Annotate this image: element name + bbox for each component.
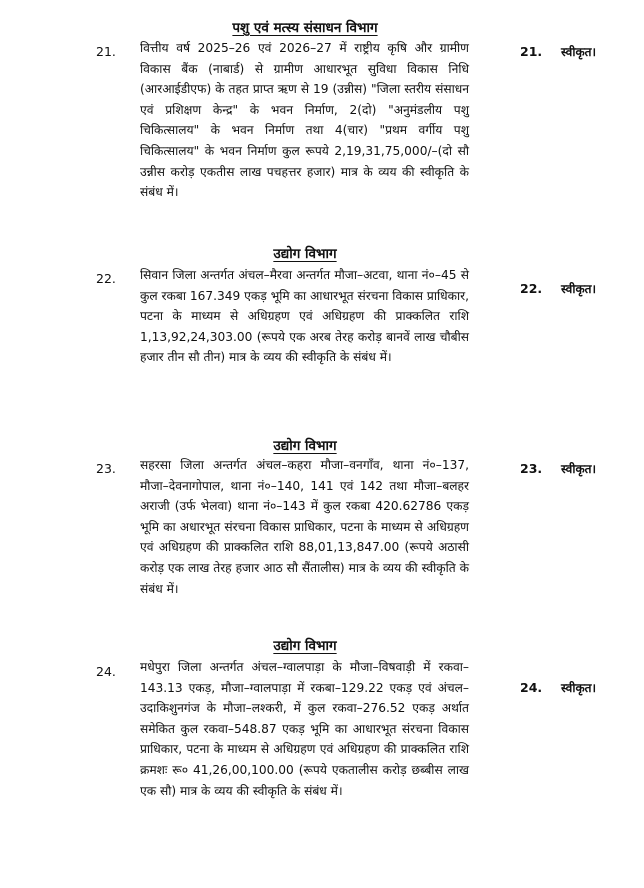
result-item-number: 24. bbox=[520, 680, 543, 695]
item-description: सिवान जिला अन्तर्गत अंचल–मैरवा अन्तर्गत मौजा–अटवा, थाना नं०–45 से कुल रकबा 167.349 एकड़ भूमि का आधारभूत संरचना विकास प्राधिकार, पटना के माध्यम से अधिग्रहण एवं अधिग्रहण की प्राक्कलित राशि 1,13,92,24,303.00 (रूपये एक अरब तेरह करोड़ बानवें लाख चौबीस हजार तीन सौ तीन) मात्र के व्यय की स्वीकृति के संबंध में। bbox=[140, 268, 469, 365]
item-number: 23. bbox=[96, 461, 116, 476]
department-heading: उद्योग विभाग bbox=[273, 438, 337, 454]
item-number: 24. bbox=[96, 664, 116, 679]
item-description: मधेपुरा जिला अन्तर्गत अंचल–ग्वालपाड़ा के मौजा–विषवाड़ी में रकवा–143.13 एकड़, मौजा–ग्वालपाड़ा में रकबा–129.22 एकड़ एवं अंचल–उदाकिशुनगंज के मौजा–लश्करी, में कुल रकवा–276.52 एकड़ अर्थात समेकित कुल रकवा–548.87 एकड़ भूमि का आधारभूत संरचना विकास प्राधिकार, पटना के माध्यम से अधिग्रहण एवं अधिग्रहण की प्राक्कलित राशि क्रमशः रू० 41,26,00,100.00 (रूपये एकतालीस करोड़ छब्बीस लाख एक सौ) मात्र के व्यय की स्वीकृति के संबंध में। bbox=[140, 660, 469, 798]
department-heading: पशु एवं मत्स्य संसाधन विभाग bbox=[232, 20, 378, 36]
item-number: 21. bbox=[96, 44, 116, 59]
result-status: स्वीकृत। bbox=[561, 45, 597, 59]
item-description: वित्तीय वर्ष 2025–26 एवं 2026–27 में राष्ट्रीय कृषि और ग्रामीण विकास बैंक (नाबार्ड) से ग्रामीण आधारभूत सुविधा विकास निधि (आरआईडीएफ) के तहत प्राप्त ऋण से 19 (उन्नीस) "जिला स्तरीय संसाधन एवं प्रशिक्षण केन्द्र" के भवन निर्माण, 2(दो) "अनुमंडलीय पशु चिकित्सालय" के भवन निर्माण तथा 4(चार) "प्रथम वर्गीय पशु चिकित्सालय" के भवन निर्माण कुल रूपये 2,19,31,75,000/–(दो सौ उन्नीस करोड़ एकतीस लाख पचहत्तर हजार) मात्र के व्यय की स्वीकृति के संबंध में। bbox=[140, 41, 469, 200]
department-heading: उद्योग विभाग bbox=[273, 246, 337, 262]
item-number: 22. bbox=[96, 271, 116, 286]
result-status: स्वीकृत। bbox=[561, 462, 597, 476]
item-description: सहरसा जिला अन्तर्गत अंचल–कहरा मौजा–वनगाँव, थाना नं०–137, मौजा–देवनागोपाल, थाना नं०–140, 141 एवं 142 तथा मौजा–बलहर अराजी (उर्फ भेलवा) थाना नं०–143 में कुल रकबा 420.62786 एकड़ भूमि का अधारभूत संरचना विकास प्राधिकार, पटना के माध्यम से अधिग्रहण एवं अधिग्रहण की प्राक्कलित राशि 88,01,13,847.00 (रूपये अठासी करोड़ एक लाख तेरह हजार आठ सौ सैंतालीस) मात्र के व्यय की स्वीकृति के संबंध में। bbox=[140, 458, 469, 596]
result-status: स्वीकृत। bbox=[561, 282, 597, 296]
result-item-number: 21. bbox=[520, 44, 543, 59]
result-status: स्वीकृत। bbox=[561, 681, 597, 695]
result-item-number: 23. bbox=[520, 461, 543, 476]
department-heading: उद्योग विभाग bbox=[273, 638, 337, 654]
result-item-number: 22. bbox=[520, 281, 543, 296]
